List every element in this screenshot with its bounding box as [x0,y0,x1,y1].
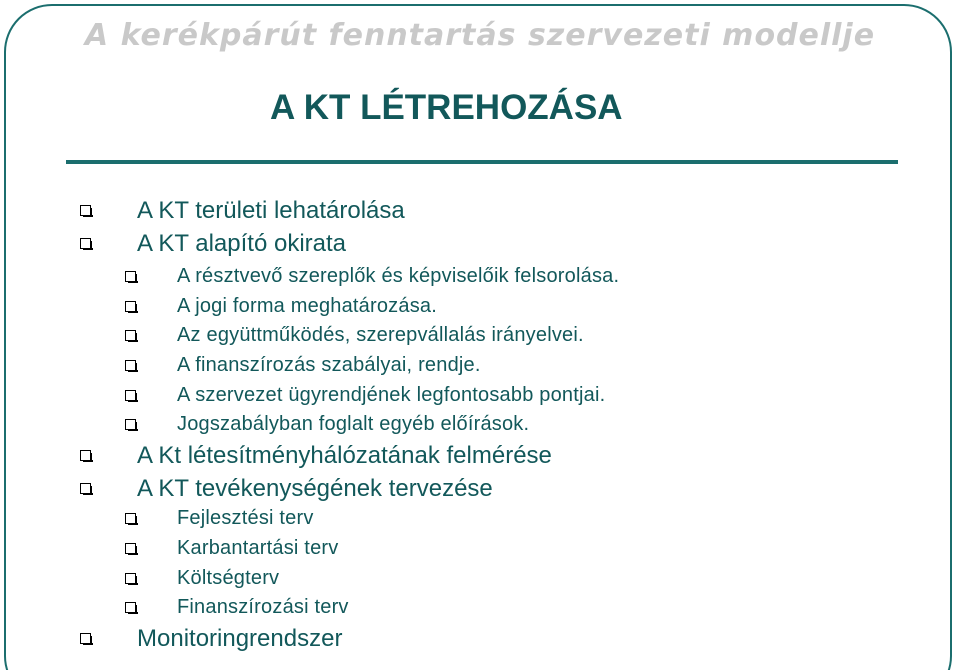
checkbox-bullet-icon [80,483,91,494]
list-item [137,625,342,653]
list-subitem [177,413,529,436]
list-item-text: Karbantartási terv [177,537,339,559]
list-item-text: Finanszírozási terv [177,596,349,618]
checkbox-bullet-icon [125,390,136,401]
list-item-text: A KT tevékenységének tervezése [137,475,493,502]
list-item-text: A KT alapító okirata [137,230,347,257]
list-subitem [177,567,279,590]
list-subitem [177,324,584,347]
list-item [137,475,493,503]
checkbox-bullet-icon [125,513,136,524]
checkbox-bullet-icon [125,330,136,341]
list-subitem [177,384,605,407]
list-subitem [177,295,437,318]
list-item-text: A Kt létesítményhálózatának felmérése [137,442,552,469]
checkbox-bullet-icon [125,573,136,584]
list-subitem [177,537,338,560]
list-item-text: A szervezet ügyrendjének legfontosabb pontjai. [177,384,606,406]
checkbox-bullet-icon [125,301,136,312]
list-subitem [177,507,314,530]
list-item [137,230,346,258]
list-item [137,442,552,470]
list-item [137,197,405,225]
list-subitem [177,596,349,619]
list-item-text: Az együttműködés, szerepvállalás irányelvei. [177,324,584,346]
checkbox-bullet-icon [80,205,91,216]
checkbox-bullet-icon [125,419,136,430]
list-item-text: Monitoringrendszer [137,625,343,652]
list-item-text: A finanszírozás szabályai, rendje. [177,354,481,376]
list-item-text: Költségterv [177,567,280,589]
list-item-text: A KT területi lehatárolása [137,197,405,224]
list-item-text: Fejlesztési terv [177,507,314,529]
checkbox-bullet-icon [125,602,136,613]
list-item-text: Jogszabályban foglalt egyéb előírások. [177,413,530,435]
list-item-text: A résztvevő szereplők és képviselőik felsorolása. [177,265,620,287]
checkbox-bullet-icon [80,450,91,461]
slide-title: A KT LÉTREHOZÁSA [270,88,623,127]
checkbox-bullet-icon [80,633,91,644]
checkbox-bullet-icon [80,238,91,249]
slide-subtitle: A kerékpárút fenntartás szervezeti modellje [84,18,876,53]
checkbox-bullet-icon [125,271,136,282]
list-subitem [177,354,481,377]
checkbox-bullet-icon [125,543,136,554]
checkbox-bullet-icon [125,360,136,371]
list-item-text: A jogi forma meghatározása. [177,295,437,317]
list-subitem [177,265,619,288]
